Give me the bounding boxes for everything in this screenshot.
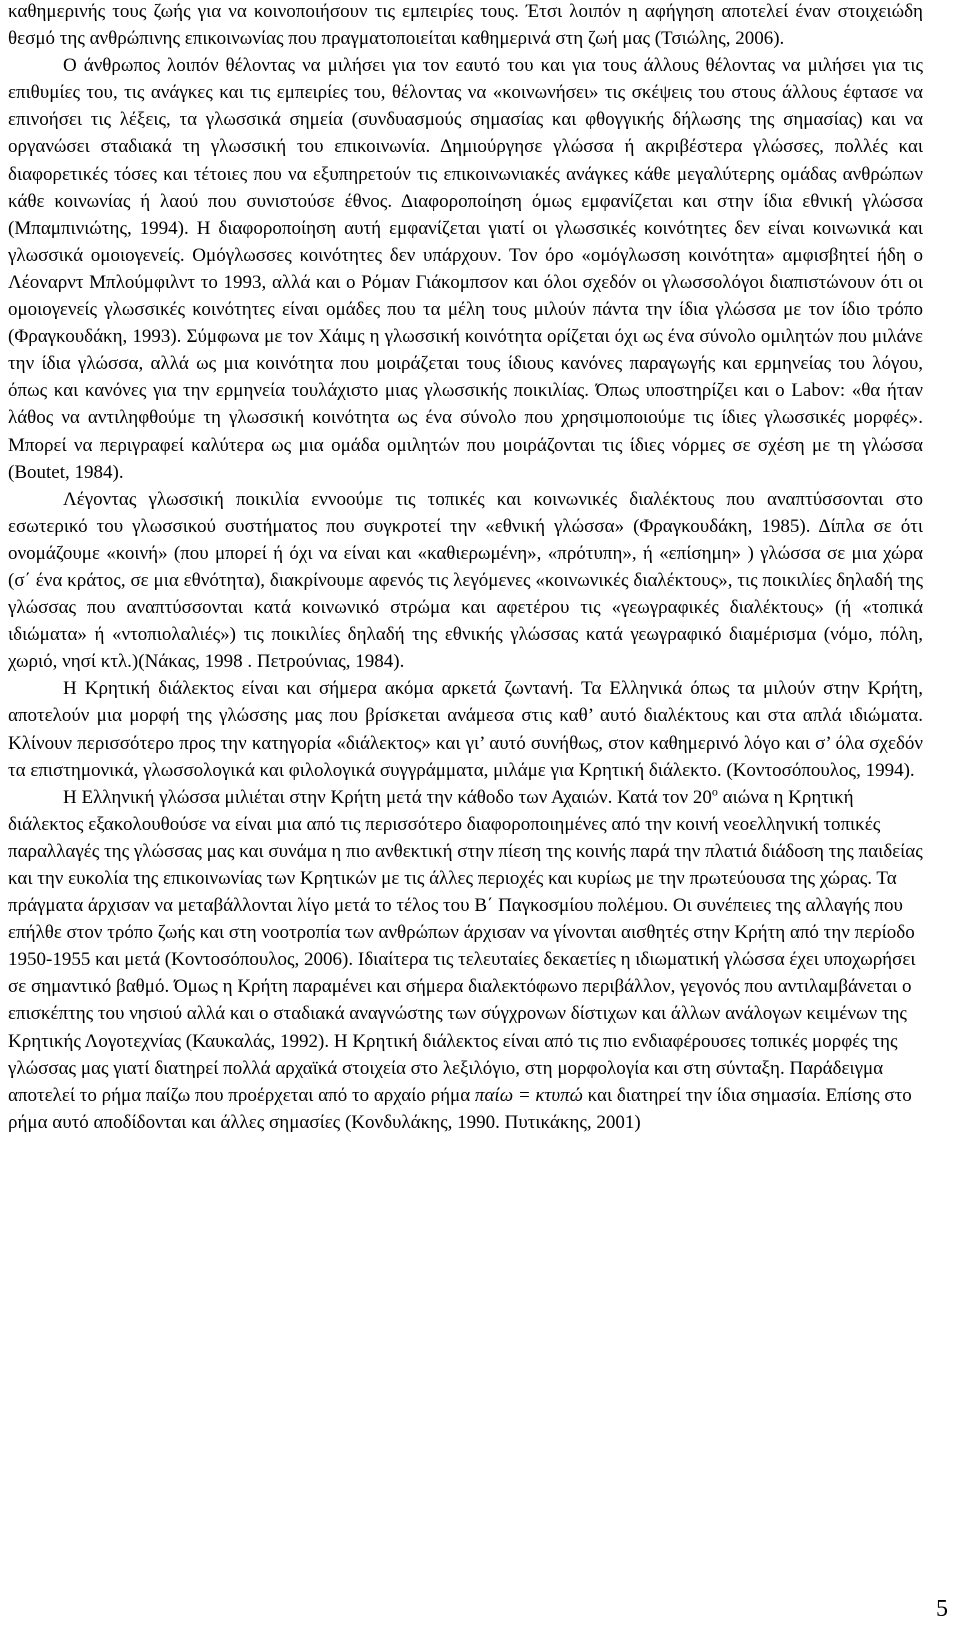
paragraph-5-part-2: αιώνα η Κρητική διάλεκτος εξακολουθούσε να είναι μια από τις περισσότερο διαφοροποιημένες από την κοινή νεοελληνική τοπικές παραλλαγές της γλώσσας μας και συνάμα η πιο ανθεκτική στην πίεση της κοινής παρά την πλατιά διάδοση της παιδείας και την ευκολία της επικοινωνίας των Κρητικών με τις άλλες περιοχές και κυρίως με την πρωτεύουσα της χώρας. Τα πράγματα άρχισαν να μεταβάλλονται λίγο μετά το τέλος του Β΄ Παγκοσμίου πολέμου. Οι συνέπειες της αλλαγής που επήλθε στον τρόπο ζωής και στη νοοτροπία των ανθρώπων άρχισαν να γίνονται αισθητές στην Κρήτη από την περίοδο 1950-1955 και μετά (Κοντοσόπουλος, 2006). Ιδιαίτερα τις τελευταίες δεκαετίες η ιδιωματική γλώσσα έχει υποχωρήσει σε σημαντικό βαθμό. Όμως η Κρήτη παραμένει και σήμερα διαλεκτόφωνο περιβάλλον, γεγονός που αντιλαμβάνεται ο επισκέπτης του νησιού αλλά και ο σταδιακά αναγνώστης των σύγχρονων δίστιχων και άλλων ανάλογων κειμένων της Κρητικής Λογοτεχνίας (Καυκαλάς, 1992). Η Κρητική διάλεκτος είναι από τις πιο ενδιαφέρουσες τοπικές μορφές της γλώσσας μας γιατί διατηρεί πολλά αρχαϊκά στοιχεία στο λεξιλόγιο, στη μορφολογία και στη σύνταξη. Παράδειγμα αποτελεί το ρήμα παίζω που προέρχεται από το αρχαίο ρήμα [8, 786, 923, 1106]
body-text [8, 0, 923, 1136]
paragraph-5 [8, 784, 923, 1136]
paragraph-4: Η Κρητική διάλεκτος είναι και σήμερα ακόμα αρκετά ζωντανή. Τα Ελληνικά όπως τα μιλούν στην Κρήτη, αποτελούν μια μορφή της γλώσσης μας που βρίσκεται ανάμεσα στις καθ’ αυτό διαλέκτους και στα απλά ιδιώματα. Κλίνουν περισσότερο προς την κατηγορία «διάλεκτος» και γι’ αυτό συνήθως, στον καθημερινό λόγο και σ’ όλα σχεδόν τα επιστημονικά, γλωσσολογικά και φιλολογικά συγγράμματα, μιλάμε για Κρητική διάλεκτο. (Κοντοσόπουλος, 1994). [8, 678, 923, 781]
italic-phrase: παίω = κτυπώ [474, 1084, 583, 1106]
paragraph-5-part-3: και διατηρεί την ίδια σημασία. Επίσης στο ρήμα αυτό αποδίδονται και άλλες σημασίες (Κονδυλάκης, 1990. Πυτικάκης, 2001) [8, 1084, 912, 1133]
superscript-ordinal: ο [711, 784, 718, 799]
paragraph-2: Ο άνθρωπος λοιπόν θέλοντας να μιλήσει για τον εαυτό του και για τους άλλους θέλοντας να μιλήσει για τις επιθυμίες του, τις ανάγκες και τις εμπειρίες του, θέλοντας να «κοινωνήσει» τις σκέψεις του στους άλλους έφτασε να επινοήσει τις λέξεις, τα γλωσσικά σημεία (συνδυασμούς σημασίας και φθογγικής δήλωσης της σημασίας) και να οργανώσει σταδιακά τη γλωσσική του επικοινωνία. Δημιούργησε γλώσσα ή ακριβέστερα γλώσσες, πολλές και διαφορετικές τόσες και τέτοιες που να εξυπηρετούν τις επικοινωνιακές ανάγκες κάθε μεγαλύτερης ομάδας ανθρώπων κάθε κοινωνίας ή λαού που συνιστούσε έθνος. Διαφοροποίηση όμως εμφανίζεται και στην ίδια εθνική γλώσσα (Μπαμπινιώτης, 1994). Η διαφοροποίηση αυτή εμφανίζεται γιατί οι γλωσσικές κοινότητες δεν είναι κοινωνικά και γλωσσικά ομοιογενείς. Ομόγλωσσες κοινότητες δεν υπάρχουν. Τον όρο «ομόγλωσση κοινότητα» αμφισβητεί ήδη ο Λέοναρντ Μπλούμφιλντ το 1993, αλλά και ο Ρόμαν Γιάκομπσον και όλοι σχεδόν οι γλωσσολόγοι διαπιστώνουν ότι οι ομοιογενείς γλωσσικές κοινότητες είναι ομάδες που τα μέλη τους μιλούν πάντα την ίδια γλώσσα με τον ίδιο τρόπο (Φραγκουδάκη, 1993). Σύμφωνα με τον Χάιμς η γλωσσική κοινότητα ορίζεται όχι ως ένα σύνολο ομιλητών που μιλάνε την ίδια γλώσσα, αλλά ως μια κοινότητα που μοιράζεται τους ίδιους κανόνες παραγωγής και ερμηνείας του λόγου, όπως και κανόνες για την ερμηνεία τουλάχιστο μιας γλωσσικής ποικιλίας. Όπως υποστηρίζει και ο Labov: «θα ήταν λάθος να αντιληφθούμε τη γλωσσική κοινότητα ως ένα σύνολο που χρησιμοποιούμε τις ίδιες γλωσσικές μορφές». Μπορεί να περιγραφεί καλύτερα ως μια ομάδα ομιλητών που μοιράζονται τις ίδιες νόρμες σε σχέση με τη γλώσσα (Boutet, 1984). [8, 55, 923, 483]
page-number: 5 [936, 1596, 948, 1622]
paragraph-1: καθημερινής τους ζωής για να κοινοποιήσουν τις εμπειρίες τους. Έτσι λοιπόν η αφήγηση αποτελεί έναν στοιχειώδη θεσμό της ανθρώπινης επικοινωνίας που πραγματοποιείται καθημερινά στη ζωή μας (Τσιώλης, 2006). [8, 1, 923, 50]
paragraph-3: Λέγοντας γλωσσική ποικιλία εννοούμε τις τοπικές και κοινωνικές διαλέκτους που αναπτύσσονται στο εσωτερικό του γλωσσικού συστήματος που συγκροτεί την «εθνική γλώσσα» (Φραγκουδάκη, 1985). Δίπλα σε ότι ονομάζουμε «κοινή» (που μπορεί ή όχι να είναι και «καθιερωμένη», «πρότυπη», ή «επίσημη» ) γλώσσα σε μια χώρα (σ΄ ένα κράτος, σε μια εθνότητα), διακρίνουμε αφενός τις λεγόμενες «κοινωνικές διαλέκτους», τις ποικιλίες δηλαδή της γλώσσας που αναπτύσσονται κατά κοινωνικό στρώμα και αφετέρου τις «γεωγραφικές διαλέκτους» (ή «τοπικά ιδιώματα» ή «ντοπιολαλιές») τις ποικιλίες δηλαδή της εθνικής γλώσσας κατά γεωγραφικό διαμέρισμα (νόμο, πόλη, χωριό, νησί κτλ.)(Νάκας, 1998 . Πετρούνιας, 1984). [8, 488, 923, 673]
paragraph-5-part-1: Η Ελληνική γλώσσα μιλιέται στην Κρήτη μετά την κάθοδο των Αχαιών. Κατά τον 20 [63, 786, 712, 808]
